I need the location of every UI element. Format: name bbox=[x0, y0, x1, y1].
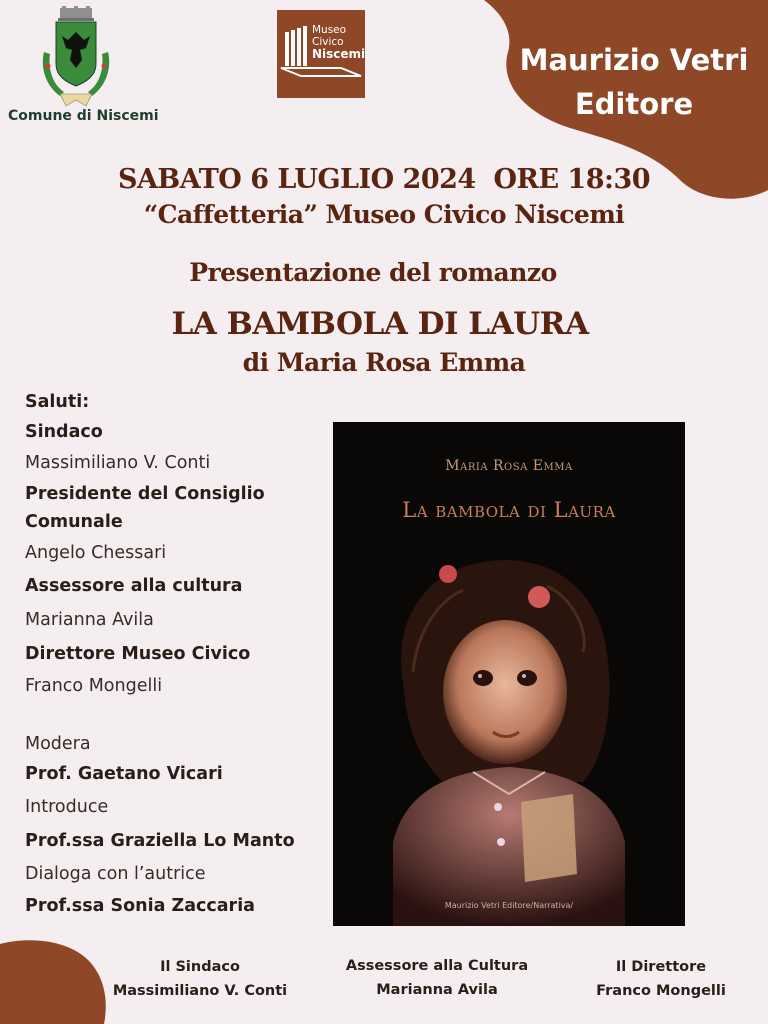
museo-line-1: Museo bbox=[312, 24, 347, 36]
program-item: Comunale bbox=[25, 512, 123, 532]
program-item: Saluti: bbox=[25, 392, 90, 412]
program-item: Introduce bbox=[25, 797, 109, 817]
book-cover bbox=[333, 422, 685, 926]
book-title-heading: LA BAMBOLA DI LAURA bbox=[171, 306, 589, 342]
book-cover-footer: Maurizio Vetri Editore/Narrativa/ bbox=[444, 901, 574, 910]
program-item: Franco Mongelli bbox=[25, 676, 163, 696]
program-item: Prof. Gaetano Vicari bbox=[25, 764, 223, 784]
signature-role: Assessore alla Cultura bbox=[345, 958, 529, 974]
museo-line-2: Civico bbox=[312, 36, 344, 48]
event-date: SABATO 6 LUGLIO 2024 ORE 18:30 bbox=[117, 164, 651, 195]
comune-crest-icon bbox=[38, 6, 114, 112]
program-item: Presidente del Consiglio bbox=[25, 484, 265, 504]
publisher-line-2: Editore bbox=[574, 87, 694, 121]
program-item: Massimiliano V. Conti bbox=[25, 453, 211, 473]
program-item: Modera bbox=[25, 734, 91, 754]
signature-name: Franco Mongelli bbox=[596, 983, 726, 999]
signature-name: Massimiliano V. Conti bbox=[112, 983, 288, 999]
signature-sindaco bbox=[100, 955, 300, 1003]
program-item: Sindaco bbox=[25, 422, 103, 442]
comune-label: Comune di Niscemi bbox=[8, 108, 159, 124]
book-cover-title: La bambola di Laura bbox=[402, 498, 616, 522]
program-item: Prof.ssa Sonia Zaccaria bbox=[25, 896, 255, 916]
signature-direttore bbox=[575, 955, 747, 1003]
museo-logo-text bbox=[312, 24, 365, 60]
event-place: “Caffetteria” Museo Civico Niscemi bbox=[143, 200, 625, 229]
presentation-heading: Presentazione del romanzo bbox=[189, 258, 557, 287]
publisher-line-1: Maurizio Vetri bbox=[519, 43, 749, 77]
museo-line-3: Niscemi bbox=[312, 47, 366, 61]
program-item: Angelo Chessari bbox=[25, 543, 167, 563]
book-cover-author: Maria Rosa Emma bbox=[445, 458, 573, 474]
signature-role: Il Direttore bbox=[615, 959, 707, 975]
program-item: Prof.ssa Graziella Lo Manto bbox=[25, 831, 295, 851]
signature-name: Marianna Avila bbox=[376, 982, 498, 998]
publisher-name bbox=[500, 38, 768, 126]
program-item: Dialoga con l’autrice bbox=[25, 864, 206, 884]
book-author-heading: di Maria Rosa Emma bbox=[242, 348, 526, 377]
program-item: Direttore Museo Civico bbox=[25, 644, 251, 664]
program-item: Assessore alla cultura bbox=[25, 576, 243, 596]
program-item: Marianna Avila bbox=[25, 610, 154, 630]
signature-role: Il Sindaco bbox=[160, 959, 240, 975]
signature-assessore bbox=[332, 954, 542, 1002]
